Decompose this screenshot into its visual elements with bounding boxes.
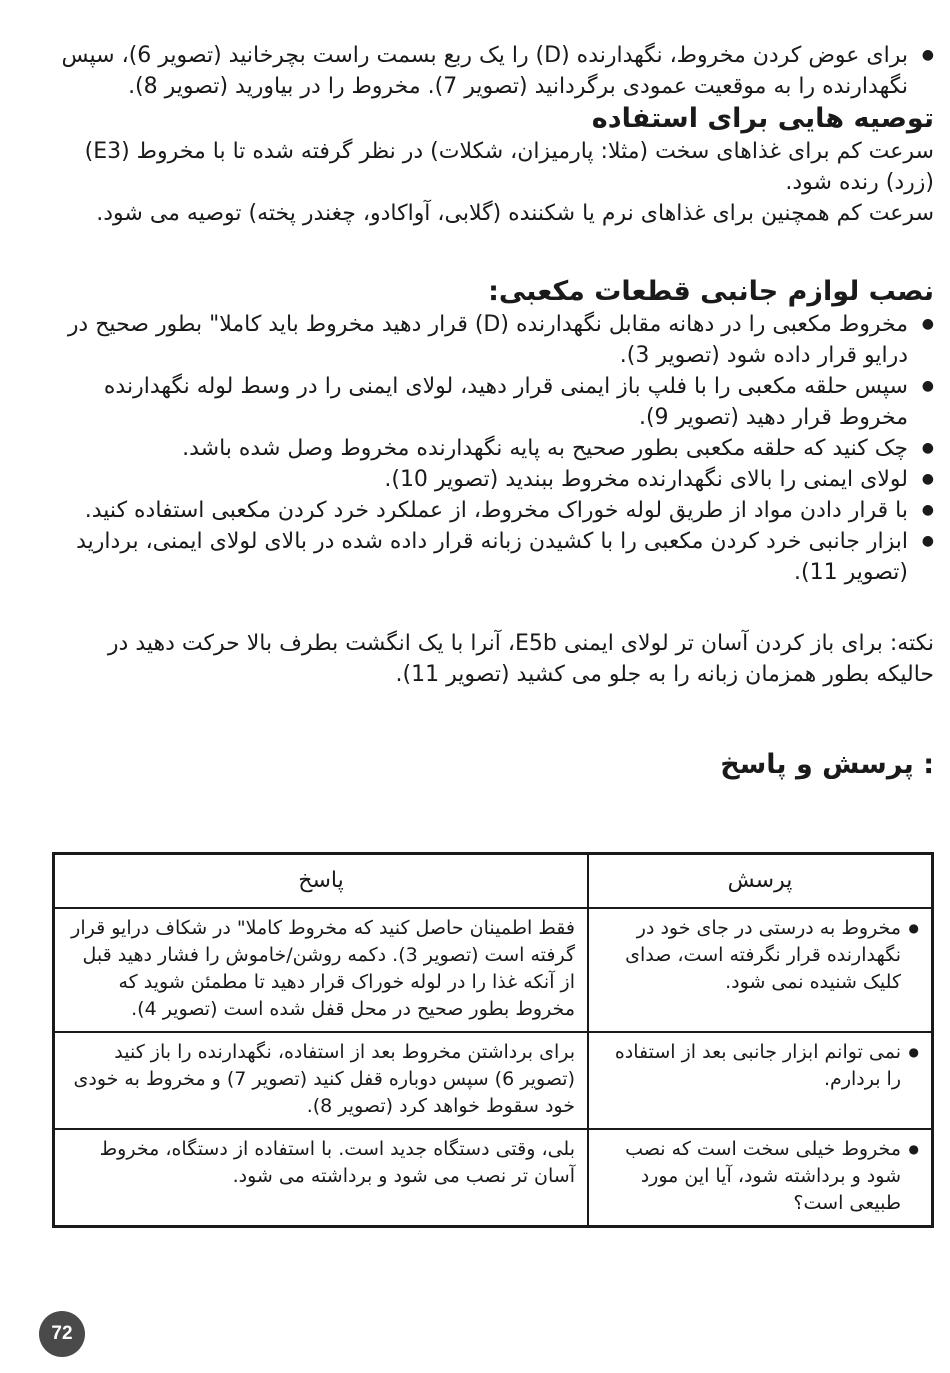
- faq-question-cell: [588, 1032, 933, 1129]
- tips-paragraph-2: سرعت کم همچنین برای غذاهای نرم یا شکننده (گلابی، آواکادو، چغندر پخته) توصیه می شود.: [96, 201, 934, 226]
- faq-row: [54, 1129, 933, 1227]
- cube-steps-list: [50, 309, 934, 588]
- intro-list: [50, 40, 934, 102]
- intro-bullet: ● برای عوض کردن مخروط، نگهدارنده (D) را یک ربع بسمت راست بچرخانید (تصویر 6)، سپس نگهدارنده را به موقعیت عمودی برگردانید (تصویر 7). مخروط را در بیاورید (تصویر 8).: [50, 40, 934, 102]
- faq-header-row: [54, 854, 933, 909]
- faq-answer: بلی، وقتی دستگاه جدید است. با استفاده از دستگاه، مخروط آسان تر نصب می شود و برداشته می شود.: [54, 1129, 589, 1227]
- cube-step: ● لولای ایمنی را بالای نگهدارنده مخروط ببندید (تصویر 10).: [50, 464, 934, 495]
- faq-question-cell: [588, 1129, 933, 1227]
- faq-answer: فقط اطمینان حاصل کنید که مخروط کاملا" در شکاف درایو قرار گرفته است (تصویر 3). دکمه روشن/خاموش را فشار دهید قبل از آنکه غذا را در لوله خوراک قرار دهید تا مطمئن شوید که مخروط بطور صحیح در محل قفل شده است (تصویر 4).: [54, 908, 589, 1032]
- cube-step: ● با قرار دادن مواد از طریق لوله خوراک مخروط، از عملکرد خرد کردن مکعبی استفاده کنید.: [50, 495, 934, 526]
- faq-question: ● مخروط به درستی در جای خود در نگهدارنده قرار نگرفته است، صدای کلیک شنیده نمی شود.: [601, 915, 919, 996]
- tips-heading: توصیه هایی برای استفاده: [591, 103, 934, 134]
- note-paragraph: نکته: برای باز کردن آسان تر لولای ایمنی E5b، آنرا با یک انگشت بطرف بالا حرکت دهید در حالیکه بطور همزمان زبانه را به جلو می کشید (تصویر 11).: [107, 631, 934, 687]
- tips-paragraph-1: سرعت کم برای غذاهای سخت (مثلا: پارمیزان، شکلات) در نظر گرفته شده تا با مخروط (E3) (زرد) رنده شود.: [84, 139, 934, 195]
- page-number-badge: 72: [39, 1311, 85, 1357]
- faq-row: [54, 1032, 933, 1129]
- cube-step: ● چک کنید که حلقه مکعبی بطور صحیح به پایه نگهدارنده مخروط وصل شده باشد.: [50, 433, 934, 464]
- faq-col-answer: پاسخ: [54, 854, 589, 909]
- manual-page: [50, 40, 934, 782]
- faq-question-cell: [588, 908, 933, 1032]
- faq-table: [52, 852, 934, 1228]
- cube-step: ● سپس حلقه مکعبی را با فلپ باز ایمنی قرار دهید، لولای ایمنی را در وسط لوله نگهدارنده مخروط قرار دهید (تصویر 9).: [50, 371, 934, 433]
- faq-col-question: پرسش: [588, 854, 933, 909]
- faq-question: ● مخروط خیلی سخت است که نصب شود و برداشته شود، آیا این مورد طبیعی است؟: [601, 1136, 919, 1217]
- faq-row: [54, 908, 933, 1032]
- faq-question: ● نمی توانم ابزار جانبی بعد از استفاده را بردارم.: [601, 1039, 919, 1093]
- cube-heading: نصب لوازم جانبی قطعات مکعبی:: [488, 276, 934, 307]
- cube-step: ● مخروط مکعبی را در دهانه مقابل نگهدارنده (D) قرار دهید مخروط باید کاملا" بطور صحیح در درایو قرار داده شود (تصویر 3).: [50, 309, 934, 371]
- cube-step: ● ابزار جانبی خرد کردن مکعبی را با کشیدن زبانه قرار داده شده در بالای لولای ایمنی، بردارید (تصویر 11).: [50, 526, 934, 588]
- faq-heading: : پرسش و پاسخ: [720, 749, 934, 780]
- faq-answer: برای برداشتن مخروط بعد از استفاده، نگهدارنده را باز کنید (تصویر 6) سپس دوباره قفل کنید (تصویر 7) و مخروط به خودی خود سقوط خواهد کرد (تصویر 8).: [54, 1032, 589, 1129]
